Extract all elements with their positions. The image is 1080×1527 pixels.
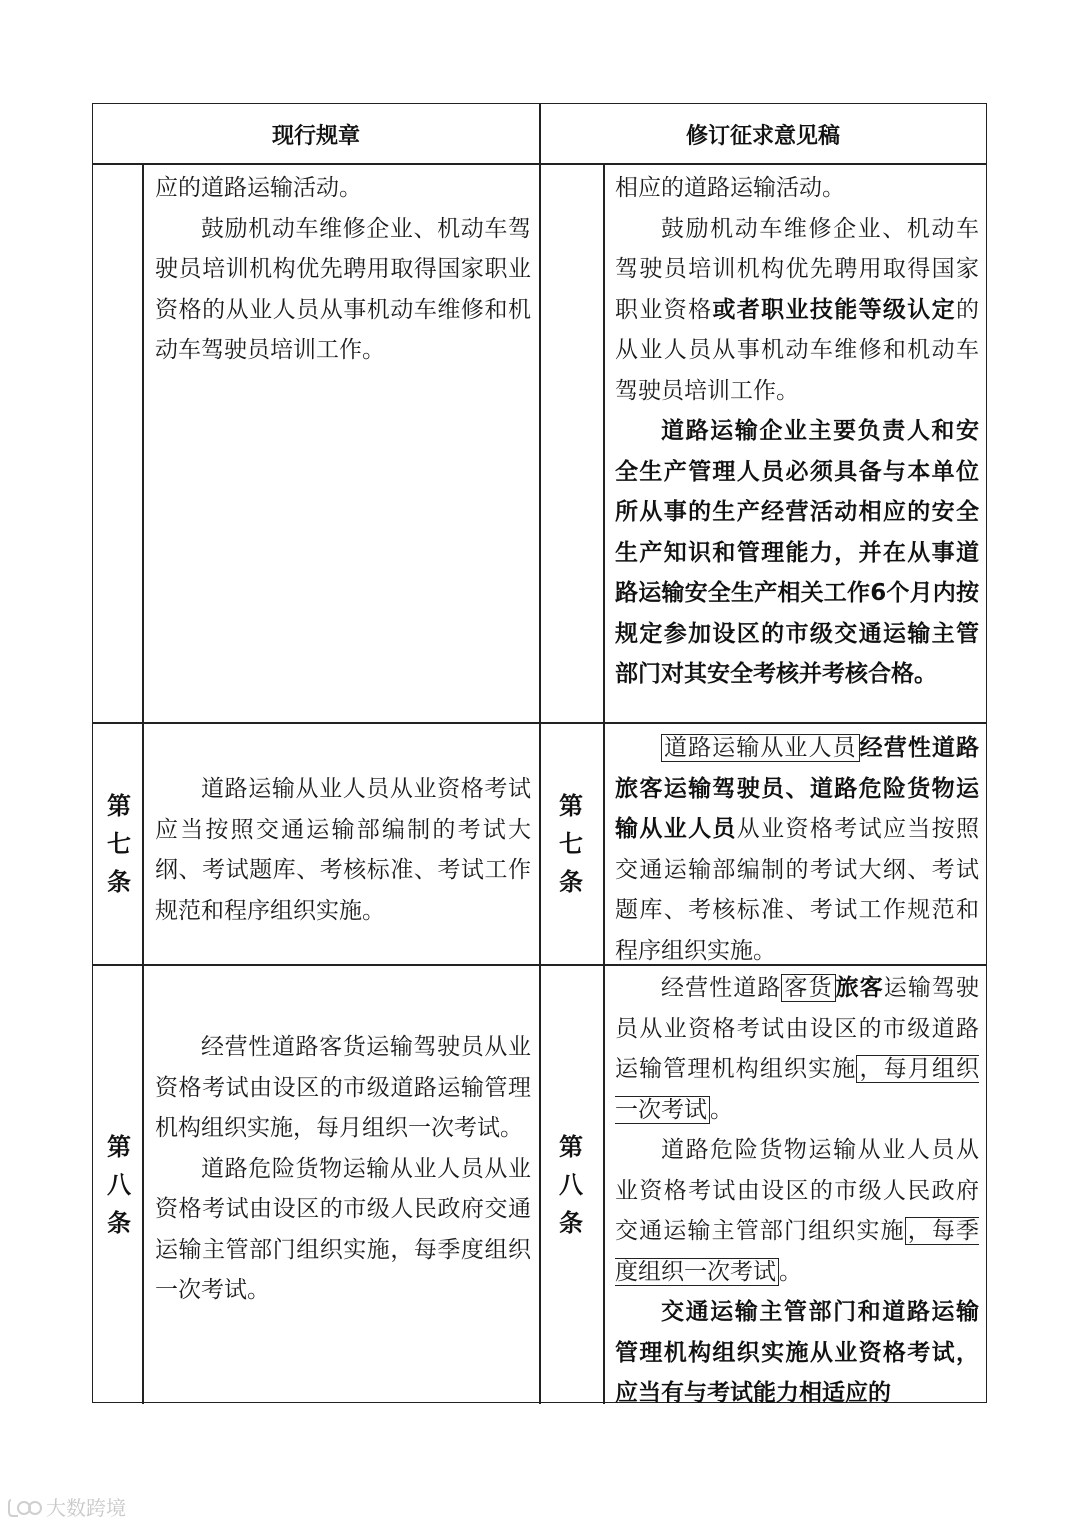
article-char: 第 bbox=[107, 1133, 131, 1161]
row3-current bbox=[155, 1027, 531, 1311]
article-char: 第 bbox=[559, 792, 583, 820]
row1-revised bbox=[615, 168, 979, 695]
text-segment: 从业资格考试应当按照交通运输部编制的考试大纲、考试题库、考核标准、考试工作规范和程序组织实施。 bbox=[615, 816, 980, 964]
header-revised: 修订征求意见稿 bbox=[685, 123, 840, 149]
article-7-label-current bbox=[89, 724, 149, 964]
row2-revised bbox=[615, 728, 979, 971]
article-char: 条 bbox=[107, 868, 131, 896]
text-segment: 道路危险货物运输从业人员从业资格考试由设区的市级人民政府交通运输主管部门组织实施 bbox=[615, 1137, 979, 1244]
article-char: 第 bbox=[107, 792, 131, 820]
deleted-text-box: ，每月组织一次考试 bbox=[615, 1056, 980, 1123]
deleted-text-box: 客货 bbox=[781, 974, 835, 1002]
article-char: 第 bbox=[559, 1133, 583, 1161]
row2-current-p1: 道路运输从业人员从业资格考试应当按照交通运输部编制的考试大纲、考试题库、考核标准、考试工作规范和程序组织实施。 bbox=[155, 776, 531, 924]
watermark-text: 大数跨境 bbox=[46, 1496, 126, 1520]
deleted-text-box: ，每季度组织一次考试 bbox=[615, 1218, 980, 1285]
article-8-label-current bbox=[89, 966, 149, 1404]
watermark bbox=[8, 1492, 126, 1521]
text-segment: 运输驾驶员从业资格考试由设区的市级道路运输管理机构组织实施 bbox=[615, 975, 980, 1082]
table-rule bbox=[603, 164, 605, 1404]
row3-current-p1: 经营性道路客货运输驾驶员从业资格考试由设区的市级道路运输管理机构组织实施，每月组织一次考试。 bbox=[155, 1034, 531, 1141]
article-7-label-revised bbox=[541, 724, 601, 964]
article-char: 八 bbox=[107, 1171, 131, 1199]
row3-current-p2: 道路危险货物运输从业人员从业资格考试由设区的市级人民政府交通运输主管部门组织实施，每季度组织一次考试。 bbox=[155, 1155, 531, 1303]
article-char: 七 bbox=[559, 830, 583, 858]
comparison-table bbox=[92, 103, 987, 1406]
text-segment: 鼓励机动车维修企业、机动车驾驶员培训机构优先聘用取得国家职业资格 bbox=[615, 215, 979, 323]
row1-revised-p2 bbox=[615, 209, 979, 412]
header-current: 现行规章 bbox=[271, 123, 360, 149]
row1-current-p2: 鼓励机动车维修企业、机动车驾驶员培训机构优先聘用取得国家职业资格的从业人员从事机动车维修和机动车驾驶员培训工作。 bbox=[155, 215, 531, 363]
article-char: 条 bbox=[107, 1209, 131, 1237]
text-segment: 经营性道路 bbox=[661, 975, 782, 1001]
article-8-label-revised bbox=[541, 966, 601, 1404]
row2-current bbox=[155, 769, 531, 931]
row1-revised-p3: 道路运输企业主要负责人和安全生产管理人员必须具备与本单位所从事的生产经营活动相应的安全生产知识和管理能力，并在从事道路运输安全生产相关工作6个月内按规定参加设区的市级交通运输主管部门对其安全考核并考核合格。 bbox=[615, 418, 979, 687]
article-char: 条 bbox=[559, 1209, 583, 1237]
deleted-text-box: 道路运输从业人员 bbox=[661, 734, 860, 762]
row3-revised bbox=[615, 968, 979, 1414]
row2-revised-p1 bbox=[615, 728, 979, 971]
watermark-logo-icon bbox=[8, 1496, 42, 1518]
row3-revised-p3: 交通运输主管部门和道路运输管理机构组织实施从业资格考试，应当有与考试能力相适应的 bbox=[615, 1299, 979, 1406]
text-segment: 。 bbox=[710, 1096, 733, 1123]
table-rule bbox=[93, 722, 986, 724]
text-segment: 。 bbox=[779, 1258, 802, 1285]
added-text: 旅客 bbox=[835, 975, 884, 1001]
row3-revised-p2 bbox=[615, 1130, 979, 1292]
added-text: 或者职业技能等级认定 bbox=[712, 296, 957, 323]
added-text: 经营性道路旅客运输驾驶员、道路危险货物运输从业人员 bbox=[615, 735, 980, 842]
row1-current bbox=[155, 168, 531, 371]
row1-current-p1: 应的道路运输活动。 bbox=[155, 175, 362, 201]
article-char: 条 bbox=[559, 868, 583, 896]
row1-revised-p1: 相应的道路运输活动。 bbox=[615, 175, 845, 201]
text-segment: 的从业人员从事机动车维修和机动车驾驶员培训工作。 bbox=[615, 296, 980, 404]
article-char: 七 bbox=[107, 830, 131, 858]
article-char: 八 bbox=[559, 1171, 583, 1199]
row3-revised-p1 bbox=[615, 968, 979, 1130]
